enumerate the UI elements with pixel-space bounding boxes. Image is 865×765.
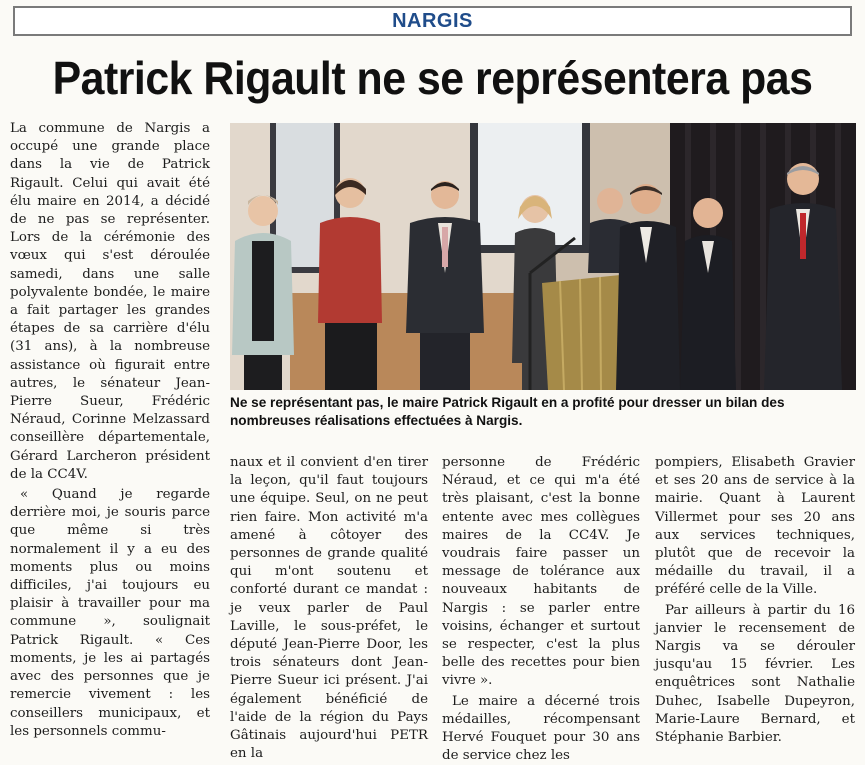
article-column-3 (442, 454, 640, 765)
paragraph: Le maire a décerné trois médailles, récompensant Hervé Fouquet pour 30 ans de service chez les (442, 693, 640, 764)
photo-caption: Ne se représentant pas, le maire Patrick Rigault en a profité pour dresser un bilan des nombreuses réalisations effectuées à Nargis. (230, 395, 785, 428)
headline: Patrick Rigault ne se représentera pas (52, 52, 813, 104)
paragraph: Par ailleurs à partir du 16 janvier le recensement de Nargis va se dérouler jusqu'au 15 février. Les enquêtrices sont Nathalie Duhec, Isabelle Dupeyron, Marie-Laure Bernard, et Stéphanie Barbier. (655, 602, 855, 746)
article-column-1 (10, 120, 210, 741)
paragraph: La commune de Nargis a occupé une grande place dans la vie de Patrick Rigault. Celui qui avait été élu maire en 2014, a décidé de ne pas se représenter. Lors de la cérémonie des vœux qui s'est déroulée samedi, dans une salle polyvalente bondée, le maire a fait partager les grandes étapes de sa carrière d'élu (31 ans), à la nombreuse assistance où figurait entre autres, le sénateur Jean-Pierre Sueur, Frédéric Néraud, Corinne Melzassard conseillère départementale, Gérard Larcheron président de la CC4V. (10, 121, 210, 482)
paragraph: personne de Frédéric Néraud, et ce qui m'a été très plaisant, c'est la bonne entente avec mes collègues maires de la CC4V. Je voudrais faire passer un message de tolérance aux nouveaux habitants de Nargis : se parler entre voisins, échanger et surtout se respecter, c'est la plus belle des recettes pour bien vivre ». (442, 455, 640, 689)
section-banner (13, 6, 852, 36)
paragraph: pompiers, Elisabeth Gravier et ses 20 ans de service à la mairie. Quant à Laurent Villermet pour ses 20 ans aux services techniques, plutôt que de recevoir la médaille du travail, il a préféré celle de la Ville. (655, 455, 855, 598)
paragraph: « Quand je regarde derrière moi, je souris parce que même si très normalement il y a eu des moments plus ou moins difficiles, j'ai toujours eu plaisir à travailler pour ma commune », soulignait Patrick Rigault. « Ces moments, je les ai partagés avec des personnes que je remercie vivement : les conseillers municipaux, et les personnels commu- (10, 487, 210, 739)
article-column-4 (655, 454, 855, 747)
article-photo (230, 123, 856, 390)
section-label: NARGIS (392, 9, 473, 32)
article-column-2 (230, 454, 428, 763)
paragraph: naux et il convient d'en tirer la leçon, qu'il faut toujours une équipe. Seul, on ne peut rien faire. Mon activité m'a amené à côtoyer des personnes de grande qualité qui m'ont soutenu et conforté durant ce mandat : je veux parler de Paul Laville, le sous-préfet, le député Jean-Pierre Door, les trois sénateurs dont Jean-Pierre Sueur ici présent. J'ai également bénéficié de l'aide de la région du Pays Gâtinais aujourd'hui PETR en la (230, 455, 428, 762)
